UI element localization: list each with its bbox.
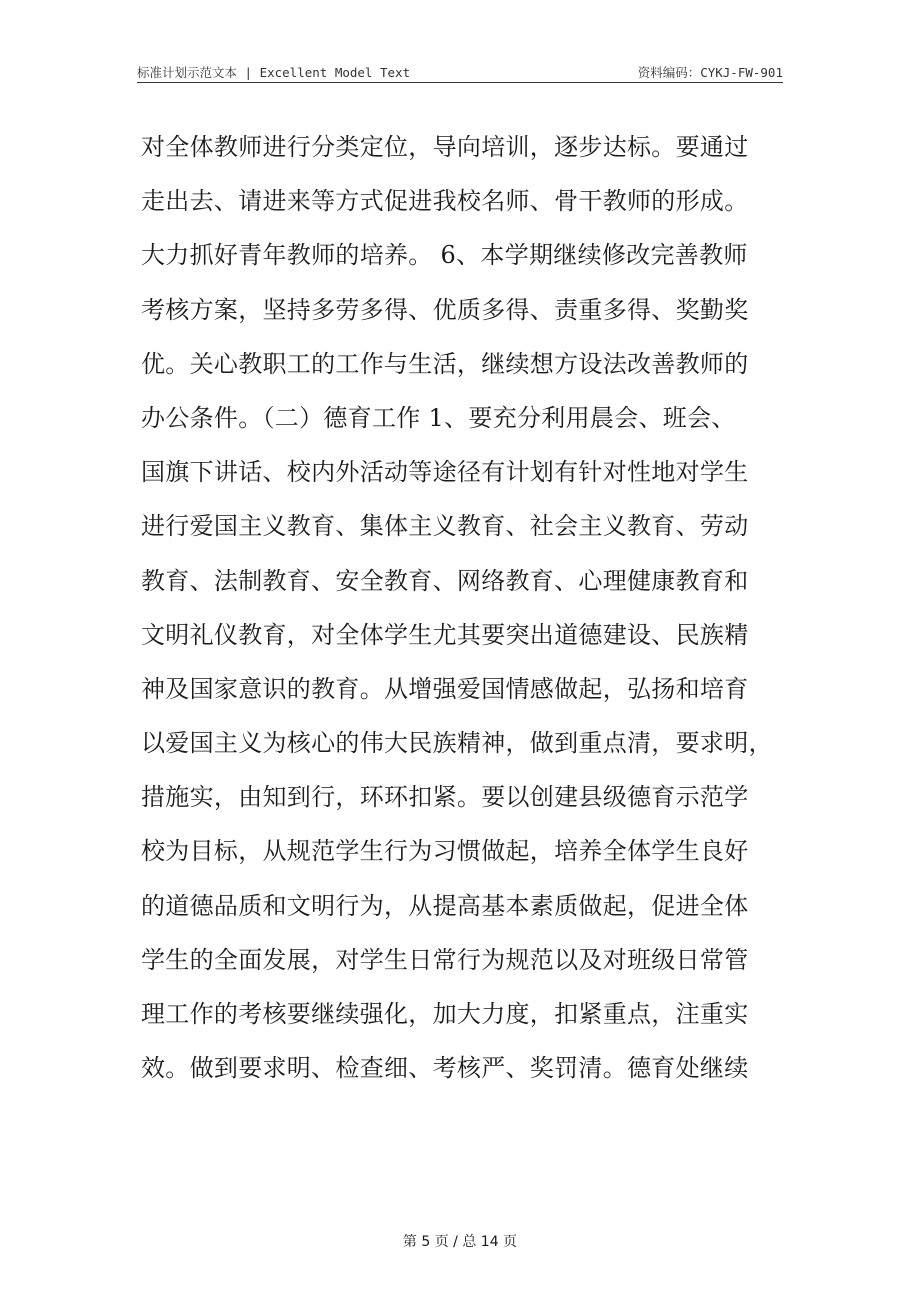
body-line: 文明礼仪教育，对全体学生尤其要突出道德建设、民族精: [141, 620, 749, 649]
document-code: 资料编码：CYKJ-FW-901: [637, 65, 783, 80]
body-line: 学生的全面发展，对学生日常行为规范以及对班级日常管: [141, 945, 749, 974]
body-line: 的道德品质和文明行为，从提高基本素质做起，促进全体: [141, 891, 749, 920]
body-line: 教育、法制教育、安全教育、网络教育、心理健康教育和: [141, 566, 749, 595]
body-line: 国旗下讲话、校内外活动等途径有计划有针对性地对学生: [141, 458, 749, 487]
document-body: [141, 120, 781, 1095]
page-number: 第 5 页 / 总 14 页: [402, 1234, 518, 1250]
body-line: 走出去、请进来等方式促进我校名师、骨干教师的形成。: [141, 187, 749, 216]
body-line: 办公条件。（二）德育工作 1、要充分利用晨会、班会、: [141, 403, 736, 432]
body-line: 校为目标，从规范学生行为习惯做起，培养全体学生良好: [141, 837, 749, 866]
header-title: 标准计划示范文本 | Excellent Model Text: [137, 65, 411, 80]
body-line: 大力抓好青年教师的培养。 6、本学期继续修改完善教师: [141, 241, 748, 270]
page-header: [137, 58, 783, 83]
body-line: 神及国家意识的教育。从增强爱国情感做起，弘扬和培育: [141, 674, 749, 703]
body-line: 优。关心教职工的工作与生活，继续想方设法改善教师的: [141, 349, 749, 378]
body-line: 进行爱国主义教育、集体主义教育、社会主义教育、劳动: [141, 512, 749, 541]
body-line: 理工作的考核要继续强化，加大力度，扣紧重点，注重实: [141, 1000, 749, 1028]
body-line: 效。做到要求明、检查细、考核严、奖罚清。德育处继续: [141, 1054, 749, 1083]
body-line: 考核方案，坚持多劳多得、优质多得、责重多得、奖勤奖: [141, 295, 749, 324]
body-line: 对全体教师进行分类定位，导向培训，逐步达标。要通过: [141, 133, 749, 161]
body-line: 以爱国主义为核心的伟大民族精神，做到重点清，要求明，: [141, 729, 773, 758]
body-line: 措施实，由知到行，环环扣紧。要以创建县级德育示范学: [141, 783, 749, 812]
